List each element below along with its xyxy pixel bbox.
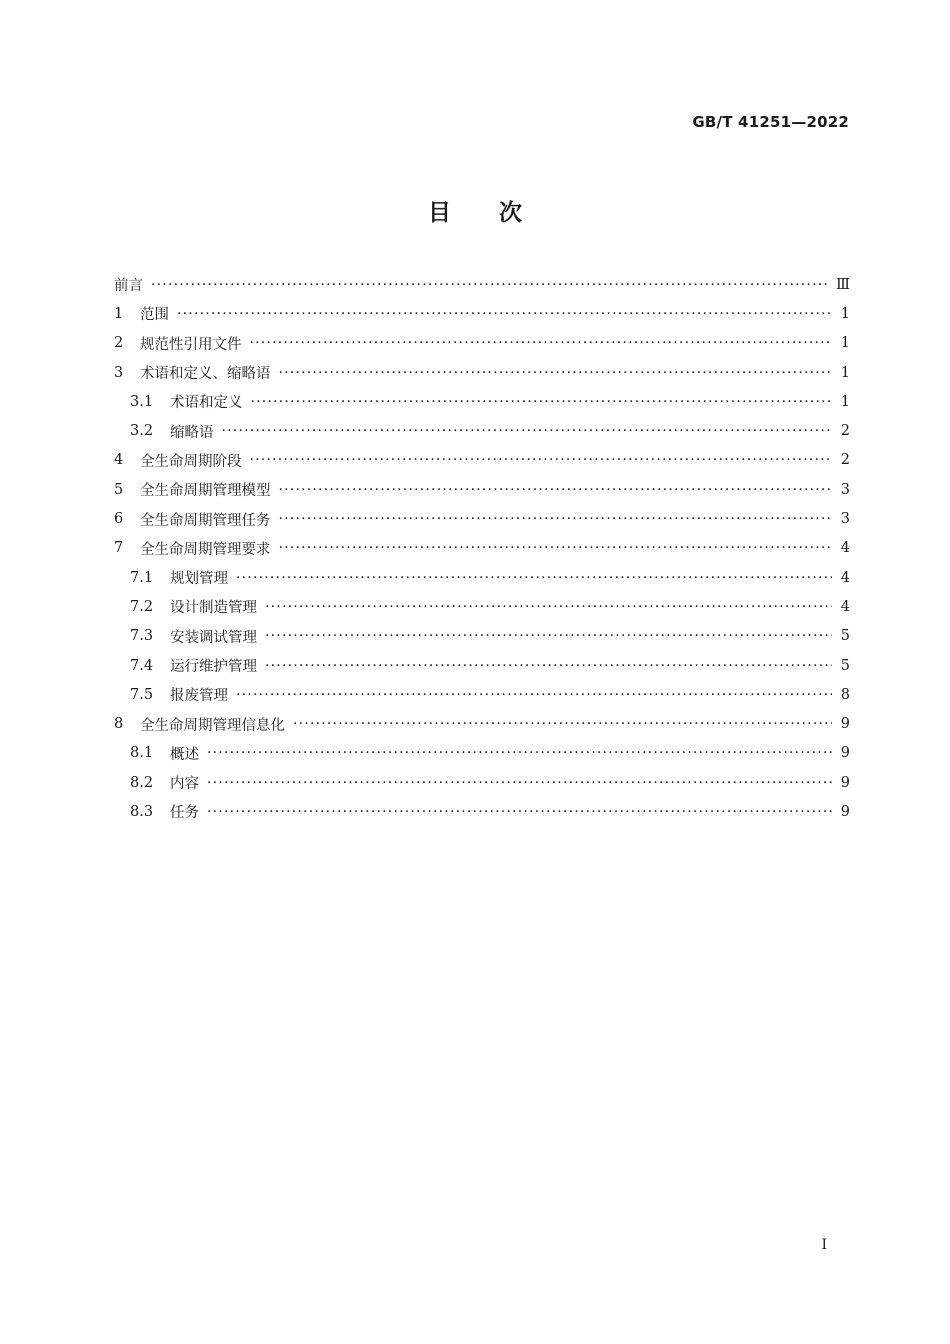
toc-entry-number: 7.5 — [130, 686, 154, 703]
toc-leader-dots — [250, 334, 833, 352]
toc-entry-label: 缩略语 — [170, 424, 214, 441]
toc-entry-page: 4 — [840, 598, 850, 615]
toc-entry-label: 范围 — [140, 307, 169, 324]
toc-entry-number: 3 — [114, 364, 124, 381]
toc-entry-number: 8.1 — [130, 745, 154, 762]
toc-leader-dots — [279, 364, 833, 382]
toc-entry-number: 8.2 — [130, 774, 154, 791]
toc-entry-page: 1 — [840, 335, 850, 352]
toc-entry-label: 全生命周期管理任务 — [140, 512, 271, 529]
toc-entry-page: 4 — [840, 569, 850, 586]
toc-entry-number: 4 — [114, 452, 124, 469]
toc-entry-page: 9 — [840, 745, 850, 762]
toc-entry-label: 术语和定义、缩略语 — [140, 366, 271, 383]
toc-entry-page: 9 — [840, 716, 850, 733]
toc-entry[interactable] — [114, 709, 850, 738]
toc-entry-label: 全生命周期阶段 — [140, 453, 242, 470]
toc-entry-number: 2 — [114, 335, 124, 352]
toc-entry-label: 规划管理 — [170, 571, 228, 588]
toc-entry-page: 5 — [840, 657, 850, 674]
toc-entry[interactable] — [114, 329, 850, 358]
toc-entry-number: 3.1 — [130, 393, 154, 410]
toc-entry-page: 4 — [840, 540, 850, 557]
toc-entry-label: 任务 — [170, 805, 199, 822]
toc-leader-dots — [279, 481, 833, 499]
toc-entry[interactable] — [114, 768, 850, 797]
toc-leader-dots — [251, 393, 833, 411]
toc-entry-page: 8 — [840, 686, 850, 703]
toc-entry-page: 2 — [840, 452, 850, 469]
toc-entry-page: Ⅲ — [836, 276, 850, 293]
toc-leader-dots — [265, 627, 832, 645]
toc-entry-page: 9 — [840, 774, 850, 791]
toc-entry[interactable] — [114, 387, 850, 416]
toc-entry[interactable] — [114, 534, 850, 563]
toc-entry[interactable] — [114, 299, 850, 328]
toc-entry-page: 1 — [840, 393, 850, 410]
toc-entry-page: 9 — [840, 803, 850, 820]
toc-entry-page: 3 — [840, 511, 850, 528]
toc-entry[interactable] — [114, 416, 850, 445]
toc-entry-number: 7 — [114, 540, 124, 557]
toc-entry-number: 6 — [114, 511, 124, 528]
toc-entry-page: 2 — [840, 423, 850, 440]
toc-entry[interactable] — [114, 651, 850, 680]
toc-leader-dots — [236, 686, 832, 704]
toc-leader-dots — [207, 774, 832, 792]
toc-leader-dots — [279, 510, 833, 528]
toc-entry-number: 7.2 — [130, 598, 154, 615]
toc-entry-number: 7.4 — [130, 657, 154, 674]
toc-entry-label: 全生命周期管理信息化 — [140, 717, 285, 734]
toc-leader-dots — [279, 539, 833, 557]
toc-leader-dots — [222, 422, 833, 440]
toc-entry[interactable] — [114, 739, 850, 768]
toc-leader-dots — [177, 305, 832, 323]
toc-entry[interactable] — [114, 563, 850, 592]
toc-leader-dots — [265, 657, 832, 675]
toc-leader-dots — [265, 598, 832, 616]
toc-entry-page: 1 — [840, 305, 850, 322]
page-number: I — [821, 1237, 827, 1253]
toc-entry-number: 3.2 — [130, 423, 154, 440]
toc-entry[interactable] — [114, 797, 850, 826]
toc-entry[interactable] — [114, 504, 850, 533]
toc-entry-number: 7.1 — [130, 569, 154, 586]
toc-entry[interactable] — [114, 358, 850, 387]
toc-entry[interactable] — [114, 270, 850, 299]
toc-entry-label: 全生命周期管理模型 — [140, 483, 271, 500]
toc-leader-dots — [250, 451, 833, 469]
toc-entry[interactable] — [114, 680, 850, 709]
toc-entry-label: 规范性引用文件 — [140, 336, 242, 353]
toc-entry-label: 安装调试管理 — [170, 629, 257, 646]
page-title: 目次 — [428, 200, 570, 226]
standard-code: GB/T 41251—2022 — [692, 113, 849, 131]
toc-entry-number: 7.3 — [130, 628, 154, 645]
toc-leader-dots — [207, 744, 832, 762]
toc-leader-dots — [293, 715, 832, 733]
toc-entry-label: 设计制造管理 — [170, 600, 257, 617]
toc-entry-page: 5 — [840, 628, 850, 645]
toc-entry-label: 全生命周期管理要求 — [140, 541, 271, 558]
toc-leader-dots — [151, 276, 828, 294]
toc-entry-page: 3 — [840, 481, 850, 498]
toc-entry-number: 5 — [114, 481, 124, 498]
toc-entry[interactable] — [114, 475, 850, 504]
toc-entry-page: 1 — [840, 364, 850, 381]
toc-entry[interactable] — [114, 592, 850, 621]
toc-entry[interactable] — [114, 446, 850, 475]
toc-entry[interactable] — [114, 622, 850, 651]
toc-entry-label: 概述 — [170, 746, 199, 763]
toc-entry-label: 运行维护管理 — [170, 659, 257, 675]
table-of-contents — [114, 270, 850, 827]
toc-entry-label: 术语和定义 — [170, 395, 243, 412]
toc-entry-label: 内容 — [170, 776, 199, 793]
toc-leader-dots — [236, 569, 832, 587]
toc-entry-number: 8.3 — [130, 803, 154, 820]
toc-entry-number: 8 — [114, 716, 124, 733]
toc-leader-dots — [207, 803, 832, 821]
toc-entry-label: 前言 — [114, 278, 143, 295]
toc-entry-number: 1 — [114, 305, 124, 322]
toc-entry-label: 报废管理 — [170, 688, 228, 705]
